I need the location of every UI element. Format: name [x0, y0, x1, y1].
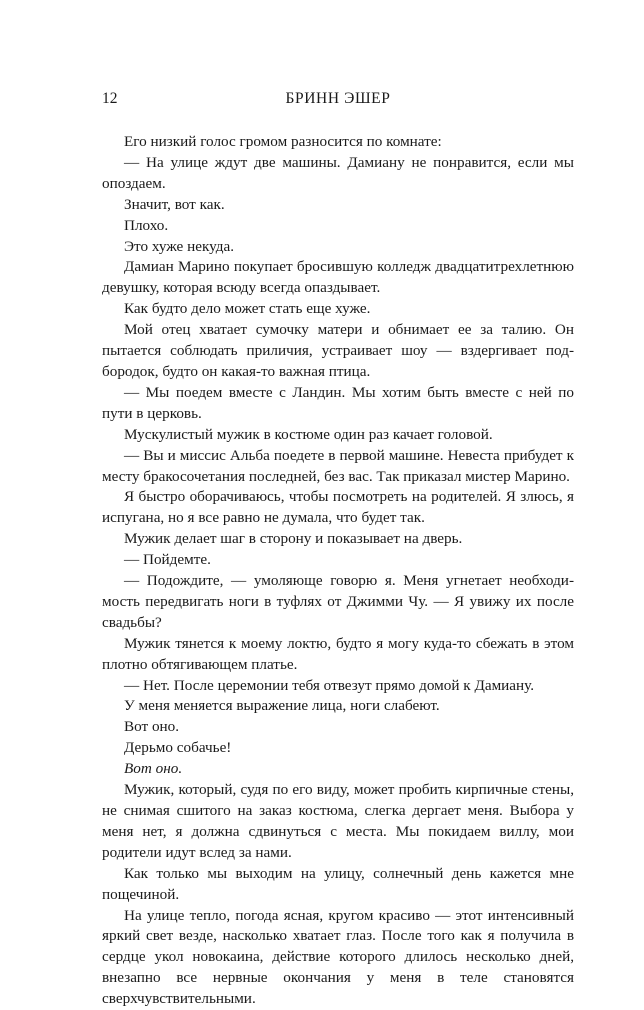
paragraph: На улице тепло, погода ясная, кругом красиво — этот интенсивный яркий свет везде, насколько хватает глаз. После того как я получила в сердце укол новокаина, действие которого длилось несколько дней, внезапно все нервные окончания у меня в теле становятся сверхчувствительными.: [102, 906, 574, 1008]
paragraph: — Нет. После церемонии тебя отвезут прямо домой к Дамиану.: [124, 676, 535, 694]
paragraph: Вот оно.: [124, 718, 180, 736]
body-text: [102, 132, 574, 1010]
paragraph: Мой отец хватает сумочку матери и обнимает ее за талию. Он пытается соблюдать приличия, устраивает шоу — вздергивает подбородок, будто он какая-то важная птица.: [102, 321, 574, 380]
paragraph: Мужик тянется к моему локтю, будто я могу куда-то сбежать в этом плотно обтягивающем платье.: [102, 634, 574, 673]
paragraph: Как будто дело может стать еще хуже.: [124, 300, 371, 318]
paragraph: Его низкий голос громом разносится по комнате:: [124, 133, 442, 150]
paragraph: — Пойдемте.: [124, 551, 211, 569]
paragraph: — Вы и миссис Альба поедете в первой машине. Невеста прибудет к месту бракосочетания последней, без вас. Так приказал мистер Марино.: [102, 446, 574, 485]
paragraph: Это хуже некуда.: [124, 237, 235, 255]
paragraph: Мускулистый мужик в костюме один раз качает головой.: [124, 425, 493, 443]
paragraph: Плохо.: [124, 216, 169, 234]
paragraph: Мужик делает шаг в сторону и показывает на дверь.: [124, 530, 463, 548]
paragraph: Дерьмо собачье!: [124, 739, 232, 757]
paragraph: У меня меняется выражение лица, ноги слабеют.: [124, 697, 440, 715]
paragraph-italic: Вот оно.: [124, 760, 183, 778]
paragraph: Как только мы выходим на улицу, солнечный день кажется мне пощечиной.: [102, 864, 574, 903]
header-author-name: БРИНН ЭШЕР: [285, 90, 391, 107]
paragraph: Дамиан Марино покупает бросившую колледж двадцатитрехлетнюю девушку, которая всюду всегда опаздывает.: [102, 258, 574, 297]
running-header: [102, 88, 574, 110]
paragraph: — Подождите, — умоляюще говорю я. Меня угнетает необходимость передвигать ноги в туфлях от Джимми Чу. — Я увижу их после свадьбы?: [102, 572, 574, 631]
paragraph: — Мы поедем вместе с Ландин. Мы хотим быть вместе с ней по пути в церковь.: [102, 383, 574, 422]
paragraph: Значит, вот как.: [124, 195, 225, 213]
paragraph: Я быстро оборачиваюсь, чтобы посмотреть на родителей. Я злюсь, я испугана, но я все равно не думала, что будет так.: [102, 488, 574, 527]
book-page: [102, 88, 574, 1010]
page-number: 12: [102, 90, 118, 107]
paragraph: Мужик, который, судя по его виду, может пробить кирпичные стены, не снимая сшитого на заказ костюма, слегка дергает меня. Выбора у меня нет, я должна сдвинуться с места. Мы покидаем виллу, мои родители идут вслед за нами.: [102, 781, 574, 861]
paragraph: — На улице ждут две машины. Дамиану не понравится, если мы опоздаем.: [102, 153, 574, 192]
